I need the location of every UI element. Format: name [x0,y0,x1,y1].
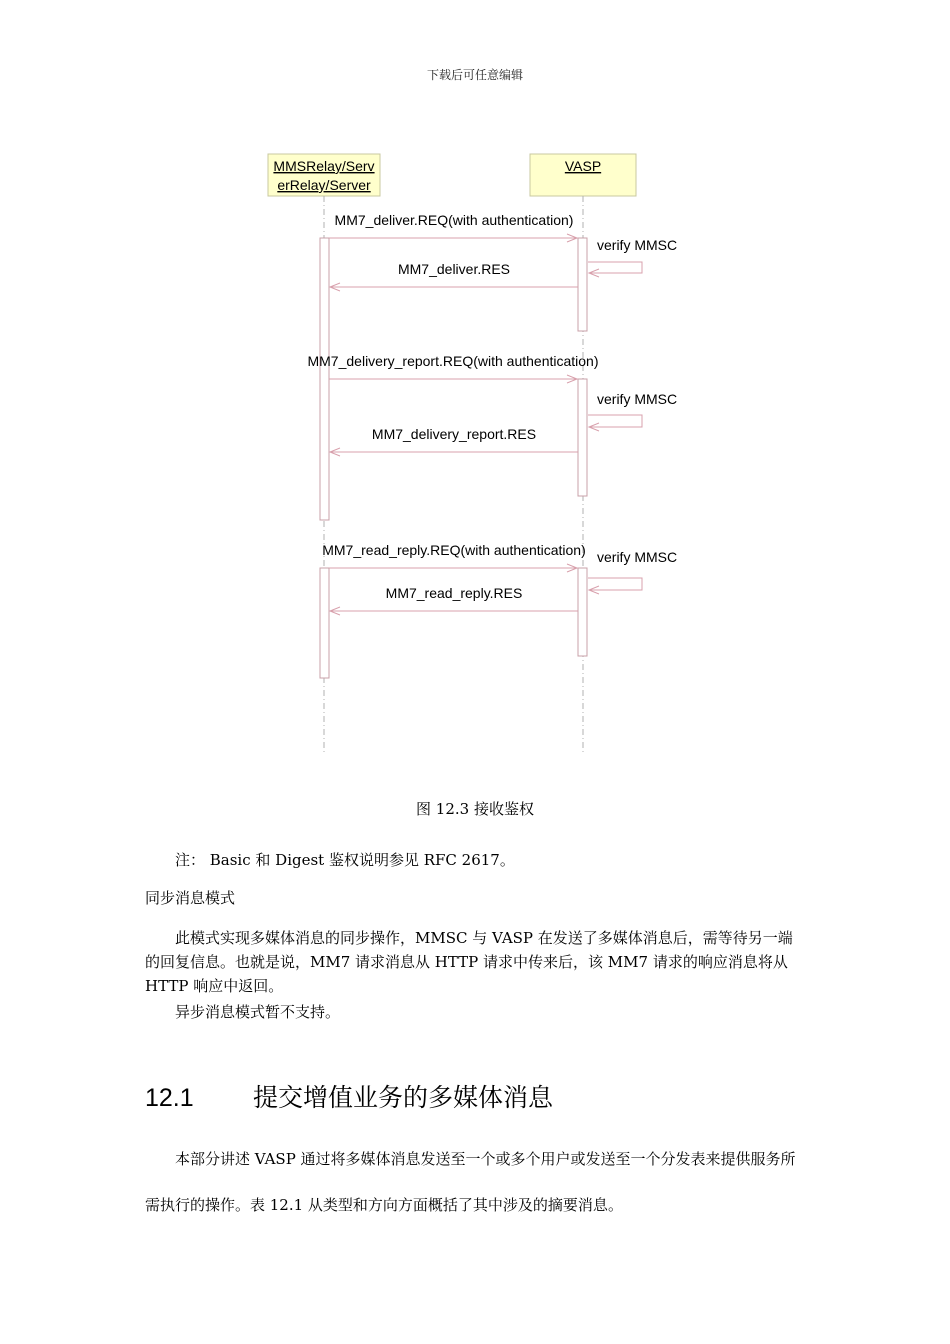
self-message-read-reply-verify [588,578,642,590]
message-read-reply-res-label: MM7_read_reply.RES [385,585,523,601]
message-deliver-verify-label: verify MMSC [597,237,678,253]
message-read-reply-req-label: MM7_read_reply.REQ(with authentication) [322,542,586,558]
activation-left-1 [320,238,329,520]
self-message-delivery-report-verify [588,415,642,427]
figure-caption: 图 12.3 接收鉴权 [416,800,534,818]
message-delivery-report-res-label: MM7_delivery_report.RES [371,426,537,442]
message-delivery-report-verify-label: verify MMSC [597,391,678,407]
activation-right-2 [578,379,587,496]
page-header: 下载后可任意编辑 [426,68,523,82]
note-paragraph: 注： Basic 和 Digest 鉴权说明参见 RFC 2617。 [175,851,515,869]
lifeline-mmsrelay-label-1: MMSRelay/Serv [273,158,375,174]
async-mode-paragraph: 异步消息模式暂不支持。 [175,1003,341,1021]
sync-mode-title: 同步消息模式 [145,889,236,907]
sync-mode-paragraph: 此模式实现多媒体消息的同步操作，MMSC 与 VASP 在发送了多媒体消息后，需等待另一端的回复信息。也就是说，MM7 请求消息从 HTTP 请求中传来后，该 MM7 请求的响应消息将从 HTTP 响应中返回。 [145,929,793,995]
section-paragraph: 本部分讲述 VASP 通过将多媒体消息发送至一个或多个用户或发送至一个分发表来提供服务所需执行的操作。表 12.1 从类型和方向方面概括了其中涉及的摘要消息。 [145,1150,796,1214]
activation-right-1 [578,238,587,331]
message-read-reply-verify-label: verify MMSC [597,549,678,565]
self-message-deliver-verify [588,262,642,273]
activation-right-3 [578,568,587,656]
activation-left-2 [320,568,329,678]
section-heading [145,1078,553,1114]
section-title: 提交增值业务的多媒体消息 [253,1083,554,1112]
section-number: 12.1 [145,1084,194,1112]
lifeline-mmsrelay-label-2: erRelay/Server [277,177,371,193]
message-deliver-req-label: MM7_deliver.REQ(with authentication) [334,212,574,228]
lifeline-vasp-label: VASP [564,158,602,174]
message-deliver-res-label: MM7_deliver.RES [397,261,511,277]
message-delivery-report-req-label: MM7_delivery_report.REQ(with authentication) [307,353,599,369]
